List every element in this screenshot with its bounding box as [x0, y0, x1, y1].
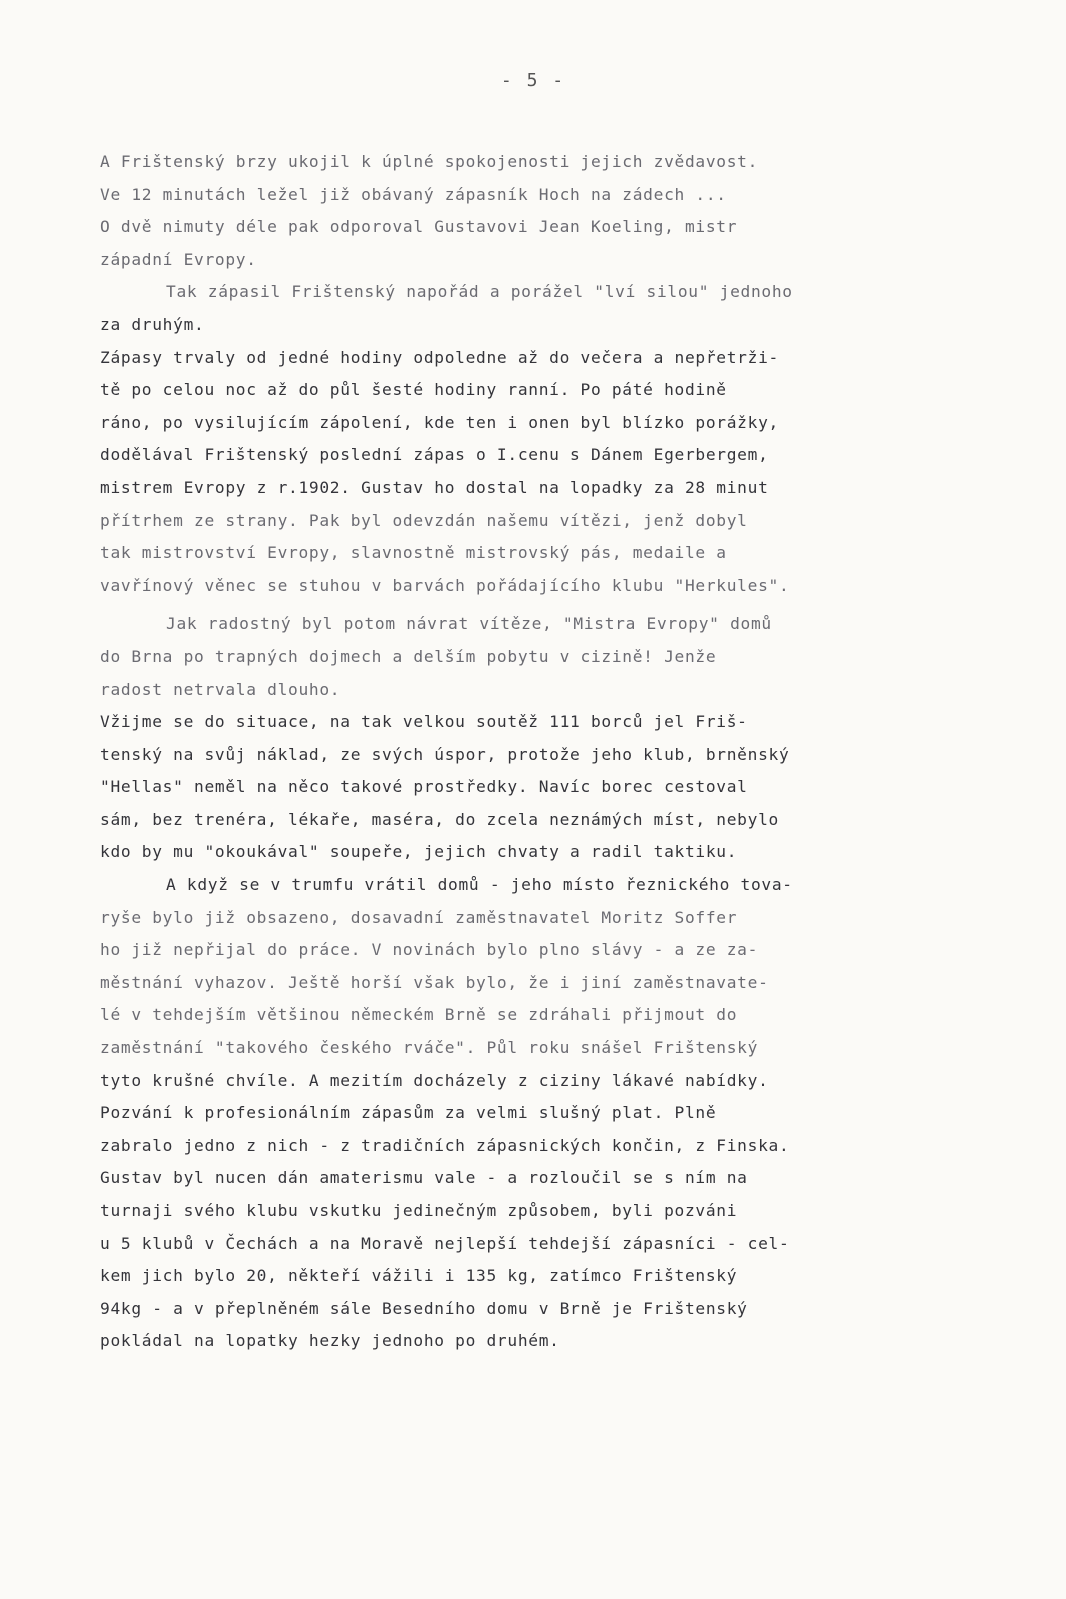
text-line: městnání vyhazov. Ještě horší však bylo, že i jiní zaměstnavate- [100, 972, 769, 992]
text-line: 94kg - a v přeplněném sále Besedního domu v Brně je Frištenský [100, 1298, 748, 1318]
text-line: radost netrvala dlouho. [100, 679, 341, 699]
text-line: za druhým. [100, 314, 205, 334]
text-line: přítrhem ze strany. Pak byl odevzdán našemu vítězi, jenž dobyl [100, 510, 748, 530]
text-line: kem jich bylo 20, někteří vážili i 135 kg, zatímco Frištenský [100, 1266, 738, 1286]
text-line: západní Evropy. [100, 249, 257, 269]
text-line: "Hellas" neměl na něco takové prostředky. Navíc borec cestoval [100, 777, 748, 797]
text-line: ho již nepřijal do práce. V novinách bylo plno slávy - a ze za- [100, 940, 759, 960]
text-line: kdo by mu "okoukával" soupeře, jejich chvaty a radil taktiku. [100, 842, 738, 862]
text-line: ráno, po vysilujícím zápolení, kde ten i onen byl blízko porážky, [100, 412, 779, 432]
text-line: Tak zápasil Frištenský napořád a porážel "lví silou" jednoho [166, 282, 793, 302]
text-line: Gustav byl nucen dán amaterismu vale - a rozloučil se s ním na [100, 1168, 748, 1188]
text-line: A Frištenský brzy ukojil k úplné spokojenosti jejich zvědavost. [100, 152, 759, 171]
text-line: zaměstnání "takového českého rváče". Půl roku snášel Frištenský [100, 1038, 759, 1058]
text-line: Ve 12 minutách ležel již obávaný zápasník Hoch na zádech ... [100, 184, 727, 204]
text-line: sám, bez trenéra, lékaře, maséra, do zcela neznámých míst, nebylo [100, 809, 779, 829]
page-number: - 5 - [500, 70, 566, 91]
text-line: do Brna po trapných dojmech a delším pobytu v cizině! Jenže [100, 646, 717, 666]
text-line: tenský na svůj náklad, ze svých úspor, protože jeho klub, brněnský [100, 744, 790, 764]
text-line: tě po celou noc až do půl šesté hodiny ranní. Po páté hodině [100, 380, 727, 400]
text-line: lé v tehdejším většinou německém Brně se zdráhali přijmout do [100, 1005, 738, 1025]
text-line: Pozvání k profesionálním zápasům za velmi slušný plat. Plně [100, 1103, 717, 1123]
text-line: dodělával Frištenský poslední zápas o I.cenu s Dánem Egerbergem, [100, 445, 769, 465]
body-text [100, 146, 980, 1358]
text-line: Vžijme se do situace, na tak velkou soutěž 111 borců jel Friš- [100, 712, 748, 732]
text-line: tyto krušné chvíle. A mezitím docházely z ciziny lákavé nabídky. [100, 1070, 769, 1090]
text-line: turnaji svého klubu vskutku jedinečným způsobem, byli pozváni [100, 1201, 738, 1220]
text-line: vavřínový věnec se stuhou v barvách pořádajícího klubu "Herkules". [100, 575, 790, 595]
text-line: tak mistrovství Evropy, slavnostně mistrovský pás, medaile a [100, 543, 727, 563]
text-line: pokládal na lopatky hezky jednoho po druhém. [100, 1331, 560, 1351]
text-line: ryše bylo již obsazeno, dosavadní zaměstnavatel Moritz Soffer [100, 907, 738, 927]
text-line: u 5 klubů v Čechách a na Moravě nejlepší tehdejší zápasníci - cel- [100, 1233, 790, 1253]
text-line: Jak radostný byl potom návrat vítěze, "Mistra Evropy" domů [166, 614, 772, 634]
text-line: O dvě nimuty déle pak odporoval Gustavovi Jean Koeling, mistr [100, 217, 738, 237]
text-line: Zápasy trvaly od jedné hodiny odpoledne až do večera a nepřetrži- [100, 347, 779, 367]
text-line: mistrem Evropy z r.1902. Gustav ho dostal na lopadky za 28 minut [100, 477, 769, 497]
text-line: A když se v trumfu vrátil domů - jeho místo řeznického tova- [166, 875, 793, 895]
text-line: zabralo jedno z nich - z tradičních zápasnických končin, z Finska. [100, 1135, 790, 1155]
